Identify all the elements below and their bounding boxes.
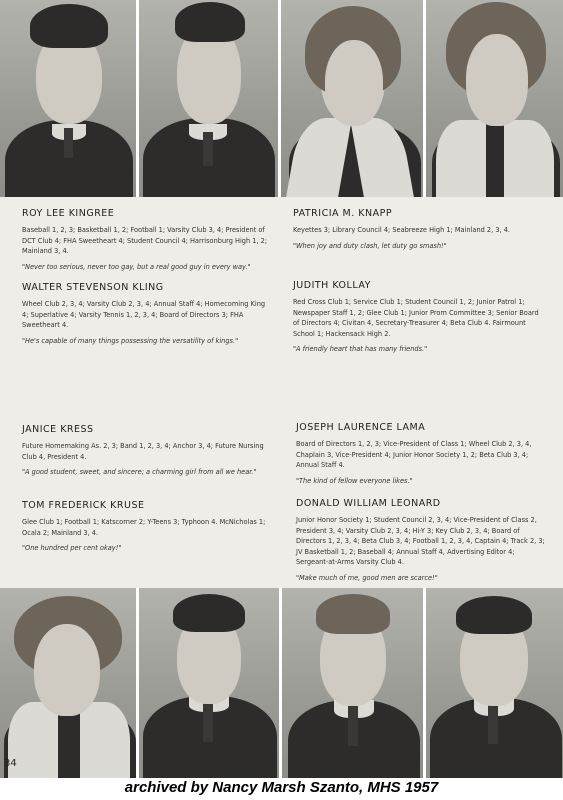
portrait-photo	[426, 588, 563, 778]
student-name: JOSEPH LAURENCE LAMA	[296, 422, 426, 433]
student-entry	[293, 280, 545, 353]
student-entry	[22, 282, 272, 345]
student-name: JUDITH KOLLAY	[293, 280, 371, 291]
portrait-photo	[0, 0, 139, 197]
portrait-photo	[282, 588, 426, 778]
student-entry	[293, 208, 545, 250]
page-number: 34	[4, 758, 17, 769]
portrait-photo	[139, 0, 281, 197]
student-quote: "Make much of me, good men are scarce!"	[296, 573, 438, 582]
student-name: DONALD WILLIAM LEONARD	[296, 498, 441, 509]
student-quote: "When joy and duty clash, let duty go smash!"	[293, 241, 447, 250]
student-quote: "Never too serious, never too gay, but a real good guy in every way."	[22, 262, 251, 271]
student-activities: Junior Honor Society 1; Student Council 2, 3, 4; Vice-President of Class 2, President 3, 4; Varsity Club 2, 3, 4; Hi-Y 3; Key Club 2, 3, 4; Board of Directors 1, 2, 3, 4; Beta Club 3, 4; Football 1, 2, 3, 4, Captain 4; Track 2, 3; JV Basketball 1, 2; Baseball 4; Annual Staff 4, Advertising Editor 4; Sergeant-at-Arms Varsity Club 4.	[296, 516, 545, 566]
portrait-photo	[0, 588, 139, 778]
student-name: ROY LEE KINGREE	[22, 208, 115, 219]
student-quote: "The kind of fellow everyone likes."	[296, 476, 413, 485]
student-quote: "A good student, sweet, and sincere; a charming girl from all we hear."	[22, 468, 257, 476]
student-entry	[22, 208, 272, 271]
student-name: TOM FREDERICK KRUSE	[22, 500, 145, 511]
student-name: JANICE KRESS	[22, 424, 94, 435]
portrait-photo	[281, 0, 426, 197]
student-entry	[22, 500, 272, 552]
student-activities: Wheel Club 2, 3, 4; Varsity Club 2, 3, 4; Annual Staff 4; Homecoming King 4; Superlative 4; Varsity Tennis 1, 2, 3, 4; Board of Directors 3; FHA Sweetheart 4.	[22, 300, 266, 329]
student-entry	[22, 424, 272, 476]
student-activities: Red Cross Club 1; Service Club 1; Student Council 1, 2; Junior Patrol 1; Newspaper Staff 1, 2; Glee Club 1; Junior Prom Committee 3; Senior Board of Directors 4; Civitan 4, Secretary-Treasurer 4; Beta Club 4. Fairmount School 1; Hackensack High 2.	[293, 298, 539, 338]
portrait-photo	[426, 0, 563, 197]
student-quote: "One hundred per cent okay!"	[22, 544, 122, 552]
student-name: PATRICIA M. KNAPP	[293, 208, 393, 219]
portrait-photo	[139, 588, 282, 778]
student-activities: Keyettes 3; Library Council 4; Seabreeze High 1; Mainland 2, 3, 4.	[293, 226, 510, 234]
student-entry	[296, 498, 545, 582]
student-activities: Board of Directors 1, 2, 3; Vice-President of Class 1; Wheel Club 2, 3, 4, Chaplain 3, Vice-President 4; Junior Honor Society 1, 2; Beta Club 3, 4; Annual Staff 4.	[296, 440, 532, 469]
student-name: WALTER STEVENSON KLING	[22, 282, 164, 293]
student-activities: Baseball 1, 2, 3; Basketball 1, 2; Football 1; Varsity Club 3, 4; President of DCT Club 4; FHA Sweetheart 4; Student Council 4; Harrisonburg High 1, 2; Mainland 3, 4.	[22, 226, 268, 255]
archive-caption: archived by Nancy Marsh Szanto, MHS 1957	[124, 779, 439, 796]
student-quote: "A friendly heart that has many friends."	[293, 345, 428, 353]
student-activities: Future Homemaking As. 2, 3; Band 1, 2, 3, 4; Anchor 3, 4; Future Nursing Club 4, President 4.	[22, 442, 264, 461]
student-entry	[296, 422, 545, 485]
student-activities: Glee Club 1; Football 1; Katscorner 2; Y-Teens 3; Typhoon 4. McNicholas 1; Ocala 2; Mainland 3, 4.	[22, 518, 266, 537]
student-quote: "He's capable of many things possessing the versatility of kings."	[22, 336, 239, 345]
